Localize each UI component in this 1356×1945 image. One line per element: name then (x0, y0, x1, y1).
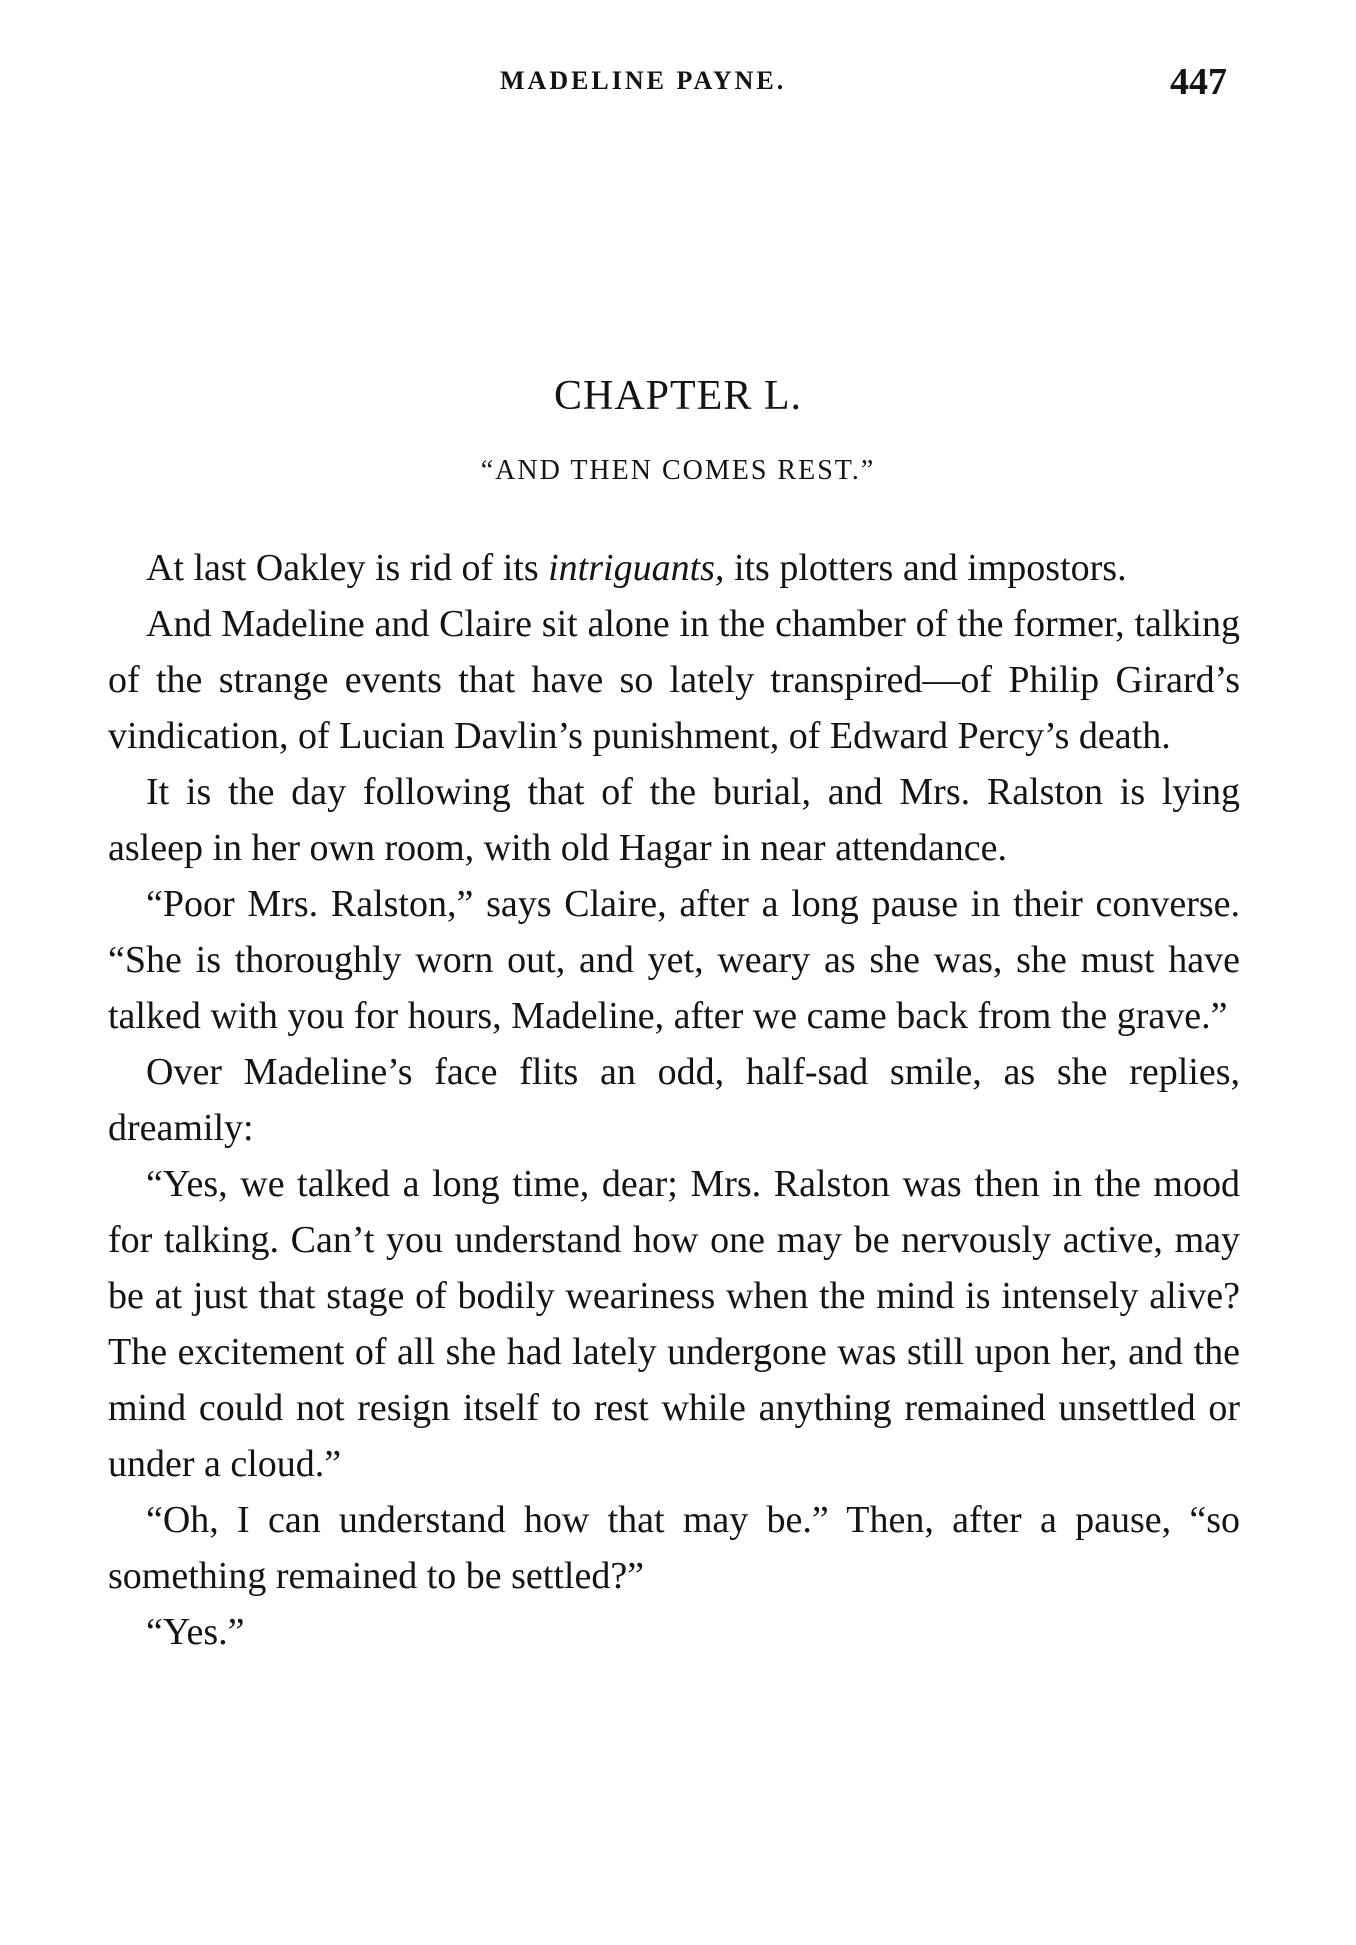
chapter-subtitle: “AND THEN COMES REST.” (480, 455, 876, 486)
chapter-title: CHAPTER L. (553, 373, 802, 419)
paragraph-6: “Yes, we talked a long time, dear; Mrs. Ralston was then in the mood for talking. Can’t you understand how one may be nervously active, may be at just that stage of bodily weariness when the mind is intensely alive? The excitement of all she had lately undergone was still upon her, and the mind could not resign itself to rest while anything remained unsettled or under a cloud.” (108, 1163, 1240, 1485)
paragraph-5: Over Madeline’s face flits an odd, half-sad smile, as she replies, dreamily: (108, 1051, 1240, 1149)
paragraph-4: “Poor Mrs. Ralston,” says Claire, after a long pause in their converse. “She is thoroughly worn out, and yet, weary as she was, she must have talked with you for hours, Madeline, after we came back from the grave.” (108, 883, 1240, 1037)
paragraph-7: “Oh, I can understand how that may be.” Then, after a pause, “so something remained to be settled?” (108, 1499, 1240, 1597)
paragraph-8: “Yes.” (146, 1611, 245, 1653)
running-head (0, 60, 1356, 120)
paragraph-3: It is the day following that of the burial, and Mrs. Ralston is lying asleep in her own room, with old Hagar in near attendance. (108, 771, 1240, 869)
paragraph-2: And Madeline and Claire sit alone in the chamber of the former, talking of the strange events that have so lately transpired—of Philip Girard’s vindication, of Lucian Davlin’s punishment, of Edward Percy’s death. (108, 603, 1240, 757)
paragraph-1 (108, 540, 1240, 596)
italic-word: intriguants, (548, 547, 725, 589)
running-title: MADELINE PAYNE. (500, 66, 787, 95)
body-text (108, 540, 1240, 1660)
paragraph-text: its plotters and impostors. (724, 547, 1127, 589)
paragraph-text: At last Oakley is rid of its (146, 547, 549, 589)
page-number: 447 (1170, 61, 1227, 103)
